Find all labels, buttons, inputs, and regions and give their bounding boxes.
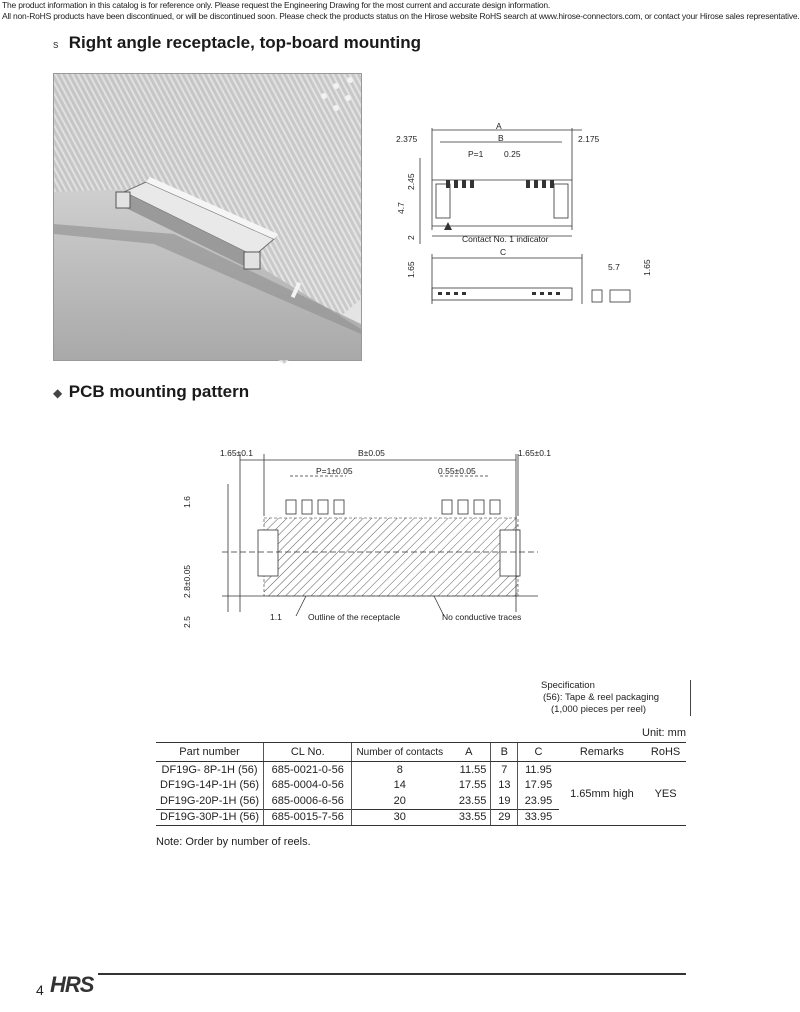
dim-h-top-label: 1.6 — [182, 496, 192, 508]
col-header-remarks: Remarks — [559, 743, 646, 762]
section-heading-pcb-pattern — [53, 382, 249, 402]
col-header-c: C — [518, 743, 559, 762]
parts-table — [156, 742, 686, 826]
col-header-part-number: Part number — [156, 743, 264, 762]
section-marker: ◆ — [53, 386, 63, 400]
dim-width-11-label: 1.1 — [270, 612, 282, 622]
cell-c: 11.95 — [518, 762, 559, 778]
section-heading-right-angle — [53, 33, 421, 53]
dim-h47-label: 4.7 — [396, 202, 406, 214]
cell-part-number: DF19G-20P-1H (56) — [160, 794, 260, 807]
cell-cl-no: 685-0021-0-56 — [264, 762, 352, 778]
cell-b: 19 — [491, 793, 518, 809]
order-note: Note: Order by number of reels. — [156, 836, 311, 848]
dim-pitch-tol-label: 0.25 — [504, 149, 521, 159]
contact-indicator-label: Contact No. 1 indicator — [462, 234, 549, 244]
specification-box — [541, 680, 691, 716]
cell-rohs: YES — [645, 762, 686, 826]
dim-a-label: A — [496, 121, 502, 131]
unit-label: Unit: mm — [642, 727, 686, 739]
dim-h-main-label: 2.8±0.05 — [182, 564, 192, 598]
dim-h245-label: 2.45 — [406, 173, 416, 190]
table-row — [156, 762, 686, 778]
section-marker: s — [53, 39, 59, 51]
catalog-notice-line-2: All non-RoHS products have been discontinued, or will be discontinued soon. Please check the products status on the Hirose website RoHS search at www.hirose-connectors.com, or contact your Hirose sales representative. — [2, 11, 800, 21]
cell-a: 33.55 — [447, 809, 491, 826]
dim-b-label: B — [498, 133, 504, 143]
catalog-notice-line-1: The product information in this catalog is for reference only. Please request the Engineering Drawing for the most current and accurate design information. — [2, 0, 551, 10]
receptacle-dimension-drawing — [392, 118, 662, 318]
cell-b: 13 — [491, 778, 518, 794]
dim-h2-label: 2 — [406, 235, 416, 240]
cell-cl-no: 685-0004-0-56 — [264, 778, 352, 794]
cell-contacts: 8 — [352, 762, 447, 778]
cell-part-number: DF19G-14P-1H (56) — [160, 779, 260, 792]
dim-c-label: C — [500, 247, 507, 257]
cell-c: 33.95 — [518, 809, 559, 826]
cell-cl-no: 685-0006-6-56 — [264, 793, 352, 809]
footer-rule — [98, 973, 686, 975]
pcb-mounting-pattern-drawing — [182, 444, 552, 630]
col-header-rohs: RoHS — [645, 743, 686, 762]
cell-a: 23.55 — [458, 794, 487, 807]
cell-contacts: 14 — [352, 778, 447, 794]
hrs-logo: HRS — [50, 972, 94, 997]
dim-w57-label: 5.7 — [608, 262, 620, 272]
cell-b: 29 — [491, 809, 518, 826]
dim-h165-label: 1.65 — [406, 261, 416, 278]
spec-line-2: (1,000 pieces per reel) — [551, 704, 647, 715]
dim-left-label: 2.375 — [396, 134, 418, 144]
dim-left-edge-label: 1.65±0.1 — [220, 448, 254, 458]
dim-right-edge-label: 1.65±0.1 — [518, 448, 552, 458]
cell-cl-no: 685-0015-7-56 — [264, 809, 352, 826]
table-header-row — [156, 743, 686, 762]
cell-contacts: 20 — [352, 793, 447, 809]
col-header-cl-no: CL No. — [264, 743, 352, 762]
cell-contacts: 30 — [352, 809, 447, 826]
product-photo — [53, 73, 362, 361]
cell-remarks: 1.65mm high — [559, 762, 646, 826]
col-header-a: A — [447, 743, 491, 762]
spec-title: Specification — [541, 680, 595, 691]
receptacle-outline-label: Outline of the receptacle — [308, 612, 401, 622]
cell-a: 11.55 — [459, 763, 487, 776]
dim-pitch-label: P=1±0.05 — [316, 466, 353, 476]
spec-line-1: (56): Tape & reel packaging — [543, 692, 660, 703]
no-traces-label: No conductive traces — [442, 612, 522, 622]
dim-h165b-label: 1.65 — [642, 259, 652, 276]
dim-pitch-label: P=1 — [468, 149, 484, 159]
dim-pad-width-label: 0.55±0.05 — [438, 466, 476, 476]
section-title: PCB mounting pattern — [68, 382, 250, 401]
dim-right-label: 2.175 — [578, 134, 600, 144]
cell-part-number: DF19G- 8P-1H (56) — [161, 763, 258, 776]
section-title: Right angle receptacle, top-board mounting — [68, 33, 422, 52]
cell-a: 17.55 — [458, 779, 487, 792]
cell-c: 23.95 — [518, 793, 559, 809]
dim-b-tol-label: B±0.05 — [358, 448, 385, 458]
page-number: 4 — [36, 982, 44, 998]
dim-h-bottom-label: 2.5 — [182, 616, 192, 628]
col-header-b: B — [491, 743, 518, 762]
photo-illustration — [54, 74, 361, 360]
col-header-contacts: Number of contacts — [352, 743, 447, 762]
cell-part-number: DF19G-30P-1H (56) — [156, 809, 264, 826]
cell-b: 7 — [491, 762, 518, 778]
cell-c: 17.95 — [518, 778, 559, 794]
